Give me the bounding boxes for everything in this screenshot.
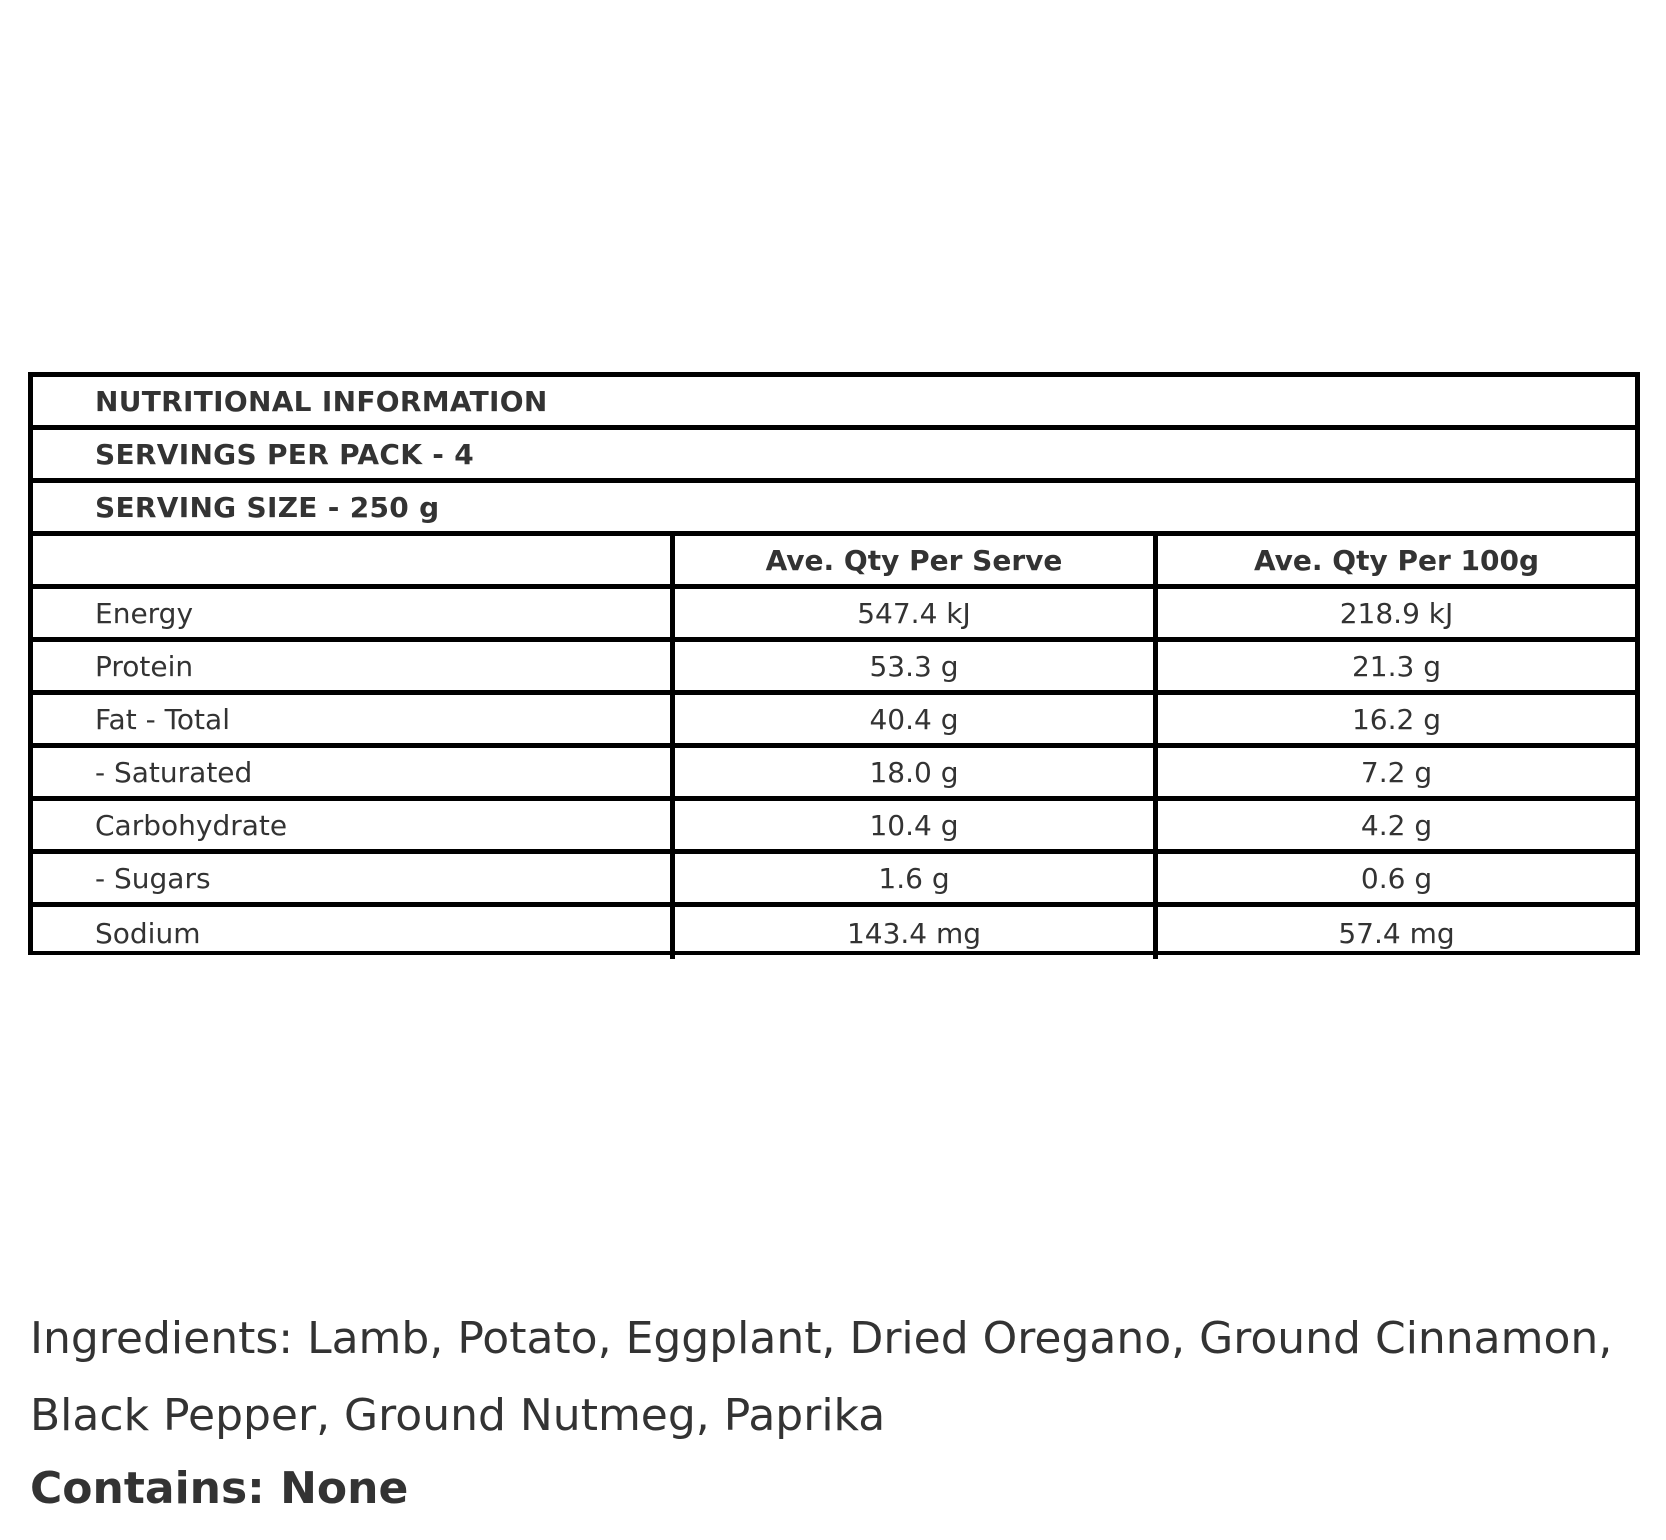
nutrient-row-sodium — [33, 907, 1635, 959]
allergen-contains-text: Contains: None — [30, 1463, 409, 1514]
nutrient-per-serve: 143.4 mg — [675, 907, 1158, 959]
nutrient-name: Protein — [33, 642, 675, 690]
nutrient-row-sugars — [33, 854, 1635, 907]
nutrient-per-serve: 547.4 kJ — [675, 589, 1158, 637]
nutrient-per-serve: 1.6 g — [675, 854, 1158, 902]
nutrient-name: Carbohydrate — [33, 801, 675, 849]
nutrient-name: - Saturated — [33, 748, 675, 796]
nutrient-per-100g: 4.2 g — [1360, 808, 1433, 842]
nutrient-per-serve: 10.4 g — [675, 801, 1158, 849]
serving-size: SERVING SIZE - 250 g — [95, 490, 440, 524]
nutrient-per-100g: 0.6 g — [1360, 861, 1433, 895]
nutrient-per-serve: 40.4 g — [675, 695, 1158, 743]
nutrient-per-100g: 7.2 g — [1360, 755, 1433, 789]
nutrient-per-serve: 18.0 g — [675, 748, 1158, 796]
servings-per-pack-row — [33, 430, 1635, 483]
nutrient-name: Energy — [33, 589, 675, 637]
panel-title: NUTRITIONAL INFORMATION — [95, 384, 548, 418]
column-header-per-serve: Ave. Qty Per Serve — [675, 536, 1158, 584]
nutrient-name: Sodium — [33, 907, 675, 959]
nutrient-row-energy — [33, 589, 1635, 642]
column-header-row — [33, 536, 1635, 589]
panel-title-row — [33, 377, 1635, 430]
nutrient-per-serve: 53.3 g — [675, 642, 1158, 690]
nutrient-name: Fat - Total — [33, 695, 675, 743]
column-header-nutrient — [33, 536, 675, 584]
nutrient-per-100g: 57.4 mg — [1338, 916, 1455, 950]
column-header-per-100g: Ave. Qty Per 100g — [1253, 543, 1540, 577]
nutrient-row-fat-total — [33, 695, 1635, 748]
nutrient-per-100g: 21.3 g — [1351, 649, 1442, 683]
serving-size-row — [33, 483, 1635, 536]
servings-per-pack: SERVINGS PER PACK - 4 — [95, 437, 474, 471]
nutrient-row-saturated — [33, 748, 1635, 801]
ingredients-text: Ingredients: Lamb, Potato, Eggplant, Dried Oregano, Ground Cinnamon, Black Pepper, Ground Nutmeg, Paprika — [30, 1313, 1613, 1441]
nutrition-panel — [28, 372, 1640, 955]
nutrient-per-100g: 16.2 g — [1351, 702, 1442, 736]
nutrient-per-100g: 218.9 kJ — [1339, 596, 1454, 630]
nutrient-name: - Sugars — [33, 854, 675, 902]
nutrient-row-carbohydrate — [33, 801, 1635, 854]
nutrient-row-protein — [33, 642, 1635, 695]
